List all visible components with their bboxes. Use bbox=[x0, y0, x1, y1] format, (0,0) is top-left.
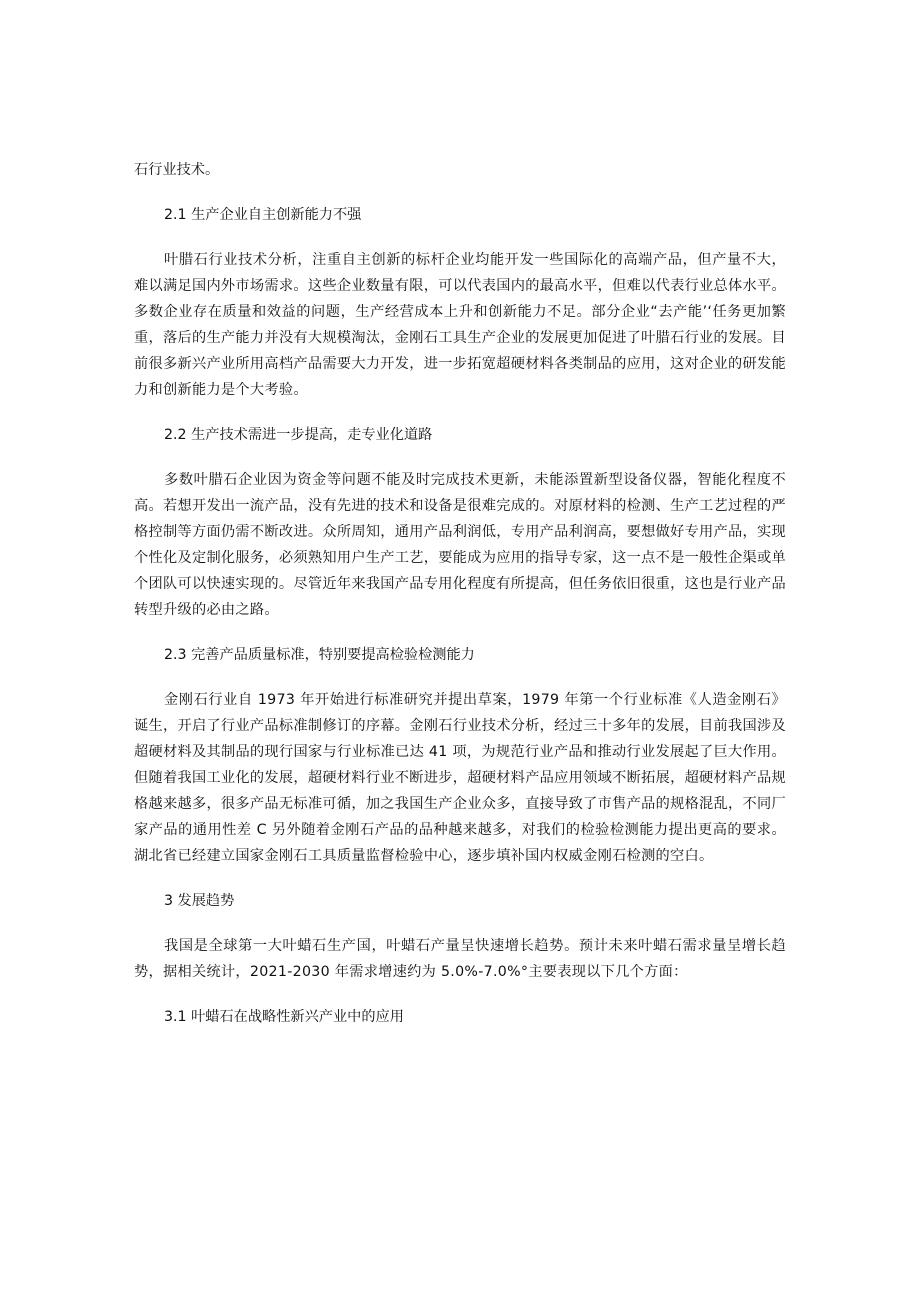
section-heading-3-1: 3.1 叶蜡石在战略性新兴产业中的应用 bbox=[164, 1009, 404, 1025]
section-paragraph-2-2: 多数叶腊石企业因为资金等问题不能及时完成技术更新，未能添置新型设备仪器，智能化程度不高。若想开发出一流产品，没有先进的技术和设备是很难完成的。对原材料的检测、生产工艺过程的严格控制等方面仍需不断改进。众所周知，通用产品利润低，专用产品利润高，要想做好专用产品，实现个性化及定制化服务，必须熟知用户生产工艺，要能成为应用的指导专家，这一点不是一般性企渠或单个团队可以快速实现的。尽管近年来我国产品专用化程度有所提高，但任务依旧很重，这也是行业产品转型升级的必由之路。 bbox=[134, 472, 786, 618]
section-heading-3: 3 发展趋势 bbox=[164, 893, 235, 909]
document-page bbox=[134, 157, 786, 1030]
section-heading-2-3: 2.3 完善产品质量标准，特别要提高检验检测能力 bbox=[164, 647, 475, 663]
section-paragraph-3: 我国是全球第一大叶蜡石生产国，叶蜡石产量呈快速增长趋势。预计未来叶蜡石需求量呈增长趋势，据相关统计，2021-2030 年需求增速约为 5.0%-7.0%°主要表现以下几个方面： bbox=[134, 938, 786, 980]
section-paragraph-2-1: 叶腊石行业技术分析，注重自主创新的标杆企业均能开发一些国际化的高端产品，但产量不大，难以满足国内外市场需求。这些企业数量有限，可以代表国内的最高水平，但难以代表行业总体水平。多数企业存在质量和效益的问题，生产经营成本上升和创新能力不足。部分企业“去产能’‘任务更加繁重，落后的生产能力并没有大规模淘汰，金刚石工具生产企业的发展更加促进了叶腊石行业的发展。目前很多新兴产业所用高档产品需要大力开发，进一步拓宽超硬材料各类制品的应用，这对企业的研发能力和创新能力是个大考验。 bbox=[134, 252, 786, 398]
section-heading-2-2: 2.2 生产技术需进一步提高，走专业化道路 bbox=[164, 427, 433, 443]
lead-fragment: 石行业技术。 bbox=[134, 162, 220, 178]
section-paragraph-2-3: 金刚石行业自 1973 年开始进行标准研究并提出草案，1979 年第一个行业标准《人造金刚石》诞生，开启了行业产品标准制修订的序幕。金刚石行业技术分析，经过三十多年的发展，目前我国涉及超硬材料及其制品的现行国家与行业标准已达 41 项，为规范行业产品和推动行业发展起了巨大作用。但随着我国工业化的发展，超硬材料行业不断进步，超硬材料产品应用领域不断拓展，超硬材料产品规格越来越多，很多产品无标准可循，加之我国生产企业众多，直接导致了市售产品的规格混乱，不同厂家产品的通用性差 C 另外随着金刚石产品的品种越来越多，对我们的检验检测能力提出更高的要求。湖北省已经建立国家金刚石工具质量监督检验中心，逐步填补国内权威金刚石检测的空白。 bbox=[134, 692, 786, 864]
section-heading-2-1: 2.1 生产企业自主创新能力不强 bbox=[164, 207, 362, 223]
